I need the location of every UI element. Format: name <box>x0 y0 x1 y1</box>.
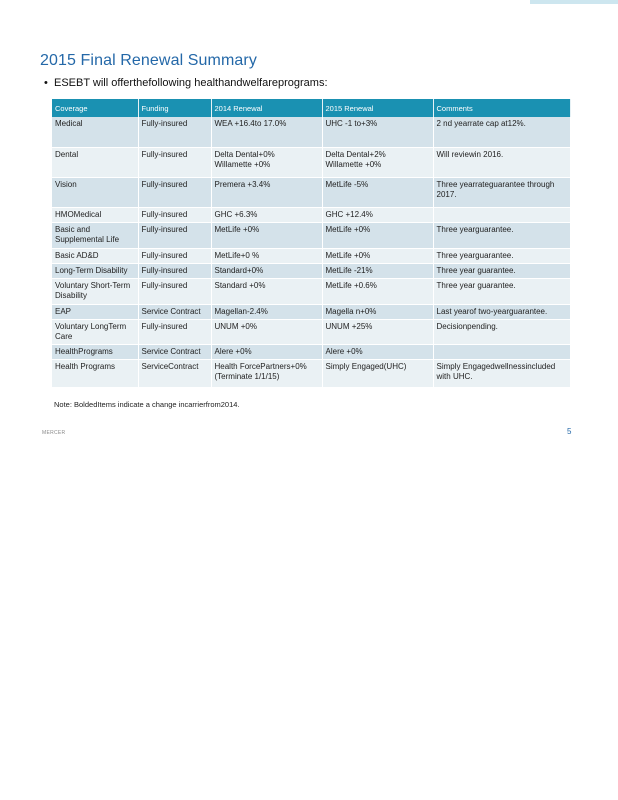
renewal-2015-cell: Delta Dental+2% Willamette +0% <box>322 147 433 177</box>
renewal-2014-cell: Health ForcePartners+0% (Terminate 1/1/15) <box>211 359 322 387</box>
renewal-2015-cell: Alere +0% <box>322 344 433 359</box>
renewal-2015-cell: Simply Engaged(UHC) <box>322 359 433 387</box>
table-row <box>52 319 570 344</box>
funding-cell: Service Contract <box>138 344 211 359</box>
coverage-cell: Long-Term Disability <box>52 263 138 278</box>
table-row <box>52 359 570 387</box>
comments-cell: Decisionpending. <box>433 319 570 344</box>
bullet-dot: • <box>44 77 48 89</box>
coverage-cell: HealthPrograms <box>52 344 138 359</box>
coverage-cell: Medical <box>52 117 138 147</box>
comments-cell: 2 nd yearrate cap at12%. <box>433 117 570 147</box>
comments-cell: Three year guarantee. <box>433 263 570 278</box>
renewal-2015-cell: MetLife -21% <box>322 263 433 278</box>
renewal-2015-cell: MetLife +0% <box>322 248 433 263</box>
renewal-2014-cell: UNUM +0% <box>211 319 322 344</box>
comments-cell: Simply Engagedwellnessincluded with UHC. <box>433 359 570 387</box>
funding-cell: Fully-insured <box>138 222 211 248</box>
coverage-cell: EAP <box>52 304 138 319</box>
header-2015-renewal: 2015 Renewal <box>322 99 433 117</box>
header-funding: Funding <box>138 99 211 117</box>
renewal-2015-cell: MetLife -5% <box>322 177 433 207</box>
table-row <box>52 177 570 207</box>
renewal-2014-cell: MetLife+0 % <box>211 248 322 263</box>
funding-cell: Fully-insured <box>138 263 211 278</box>
renewal-2015-cell: Magella n+0% <box>322 304 433 319</box>
table-row <box>52 278 570 304</box>
comments-cell <box>433 344 570 359</box>
footnote: Note: BoldedItems indicate a change incarrierfrom2014. <box>54 400 240 409</box>
page-number: 5 <box>567 427 572 436</box>
header-coverage: Coverage <box>52 99 138 117</box>
renewal-2014-cell: Delta Dental+0% Willamette +0% <box>211 147 322 177</box>
coverage-cell: Dental <box>52 147 138 177</box>
coverage-cell: Basic and Supplemental Life <box>52 222 138 248</box>
coverage-cell: Voluntary LongTerm Care <box>52 319 138 344</box>
renewal-2014-cell: WEA +16.4to 17.0% <box>211 117 322 147</box>
renewal-2015-cell: UNUM +25% <box>322 319 433 344</box>
coverage-cell: Basic AD&D <box>52 248 138 263</box>
funding-cell: Fully-insured <box>138 147 211 177</box>
intro-bullet <box>44 77 328 89</box>
funding-cell: Fully-insured <box>138 319 211 344</box>
intro-text: ESEBT will offerthefollowing healthandwelfareprograms: <box>54 77 328 89</box>
funding-cell: Fully-insured <box>138 278 211 304</box>
table-row <box>52 147 570 177</box>
renewal-summary-table <box>52 99 571 388</box>
funding-cell: Fully-insured <box>138 177 211 207</box>
renewal-2014-cell: GHC +6.3% <box>211 207 322 222</box>
table-header-row <box>52 99 570 117</box>
coverage-cell: Health Programs <box>52 359 138 387</box>
renewal-2015-cell: GHC +12.4% <box>322 207 433 222</box>
funding-cell: Fully-insured <box>138 248 211 263</box>
top-accent-bar <box>530 0 618 4</box>
comments-cell: Three yearrateguarantee through 2017. <box>433 177 570 207</box>
header-comments: Comments <box>433 99 570 117</box>
renewal-2014-cell: Magellan-2.4% <box>211 304 322 319</box>
renewal-2014-cell: MetLife +0% <box>211 222 322 248</box>
comments-cell: Will reviewin 2016. <box>433 147 570 177</box>
table-row <box>52 117 570 147</box>
comments-cell: Last yearof two-yearguarantee. <box>433 304 570 319</box>
funding-cell: Service Contract <box>138 304 211 319</box>
footer-logo: MERCER <box>42 430 66 436</box>
table-row <box>52 263 570 278</box>
renewal-2014-cell: Standard+0% <box>211 263 322 278</box>
coverage-cell: Vision <box>52 177 138 207</box>
comments-cell: Three year guarantee. <box>433 278 570 304</box>
renewal-2015-cell: MetLife +0.6% <box>322 278 433 304</box>
funding-cell: Fully-insured <box>138 117 211 147</box>
table-body <box>52 117 570 387</box>
page-title: 2015 Final Renewal Summary <box>40 52 257 69</box>
renewal-2014-cell: Alere +0% <box>211 344 322 359</box>
funding-cell: ServiceContract <box>138 359 211 387</box>
renewal-2014-cell: Premera +3.4% <box>211 177 322 207</box>
header-2014-renewal: 2014 Renewal <box>211 99 322 117</box>
table-row <box>52 248 570 263</box>
table-row <box>52 207 570 222</box>
renewal-2015-cell: MetLife +0% <box>322 222 433 248</box>
coverage-cell: HMOMedical <box>52 207 138 222</box>
renewal-2014-cell: Standard +0% <box>211 278 322 304</box>
comments-cell <box>433 207 570 222</box>
coverage-cell: Voluntary Short-Term Disability <box>52 278 138 304</box>
renewal-2015-cell: UHC -1 to+3% <box>322 117 433 147</box>
table-row <box>52 344 570 359</box>
table-row <box>52 304 570 319</box>
funding-cell: Fully-insured <box>138 207 211 222</box>
comments-cell: Three yearguarantee. <box>433 222 570 248</box>
table-row <box>52 222 570 248</box>
comments-cell: Three yearguarantee. <box>433 248 570 263</box>
